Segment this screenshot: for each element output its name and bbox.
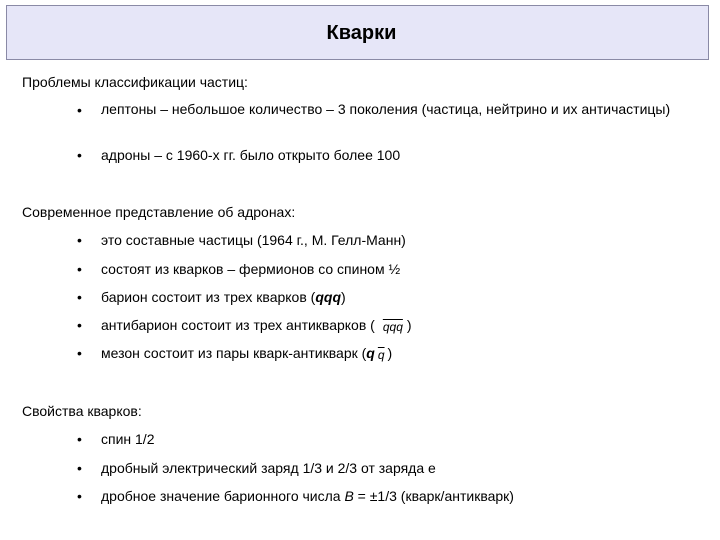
- section-heading-classification: Проблемы классификации частиц:: [22, 74, 248, 90]
- bullet-icon: •: [77, 460, 82, 476]
- list-item-composite: это составные частицы (1964 г., М. Гелл-Манн): [101, 232, 406, 248]
- list-item-antibaryon: [101, 316, 412, 336]
- list-item-meson: [101, 344, 392, 364]
- list-item-spin: спин 1/2: [101, 431, 155, 447]
- list-item-quarks-fermions: состоят из кварков – фермионов со спином ½: [101, 261, 401, 277]
- list-item-baryon-number: [101, 487, 514, 506]
- meson-close: ): [387, 345, 393, 361]
- antibaryon-text: антибарион состоит из трех антикварков (: [101, 317, 375, 333]
- section-heading-quark-properties: Свойства кварков:: [22, 403, 142, 419]
- bullet-icon: •: [77, 147, 82, 163]
- bullet-icon: •: [77, 102, 82, 118]
- meson-quark: q: [366, 345, 375, 361]
- baryon-number-text: дробное значение барионного числа: [101, 488, 345, 504]
- meson-antiquark: $\overline{q}$: [377, 348, 385, 362]
- list-item-hadrons: адроны – с 1960-х гг. было открыто более 100: [101, 147, 401, 163]
- list-item-baryon: [101, 288, 346, 307]
- meson-text: мезон состоит из пары кварк-антикварк (: [101, 345, 367, 361]
- bullet-icon: •: [77, 232, 82, 248]
- bullet-icon: •: [77, 431, 82, 447]
- bullet-icon: •: [77, 317, 82, 333]
- bullet-icon: •: [77, 345, 82, 361]
- bullet-icon: •: [77, 289, 82, 305]
- baryon-close: ): [341, 289, 346, 305]
- list-item-leptons: лептоны – небольшое количество – 3 поколения (частица, нейтрино и их античастицы): [101, 101, 671, 117]
- baryon-formula: qqq: [315, 289, 341, 305]
- title-bar: [6, 5, 709, 60]
- antibaryon-close: ): [406, 317, 412, 333]
- baryon-number-value: = ±1/3 (кварк/антикварк): [353, 488, 514, 504]
- page-title: Кварки: [326, 22, 397, 44]
- list-item-charge: дробный электрический заряд 1/3 и 2/3 от заряда e: [101, 460, 436, 476]
- antibaryon-formula: $\overline{qqq}$: [382, 320, 403, 334]
- baryon-number-symbol: B: [344, 488, 354, 504]
- section-heading-hadrons: Современное представление об адронах:: [22, 204, 296, 220]
- bullet-icon: •: [77, 261, 82, 277]
- bullet-icon: •: [77, 488, 82, 504]
- baryon-text: барион состоит из трех кварков (: [101, 289, 316, 305]
